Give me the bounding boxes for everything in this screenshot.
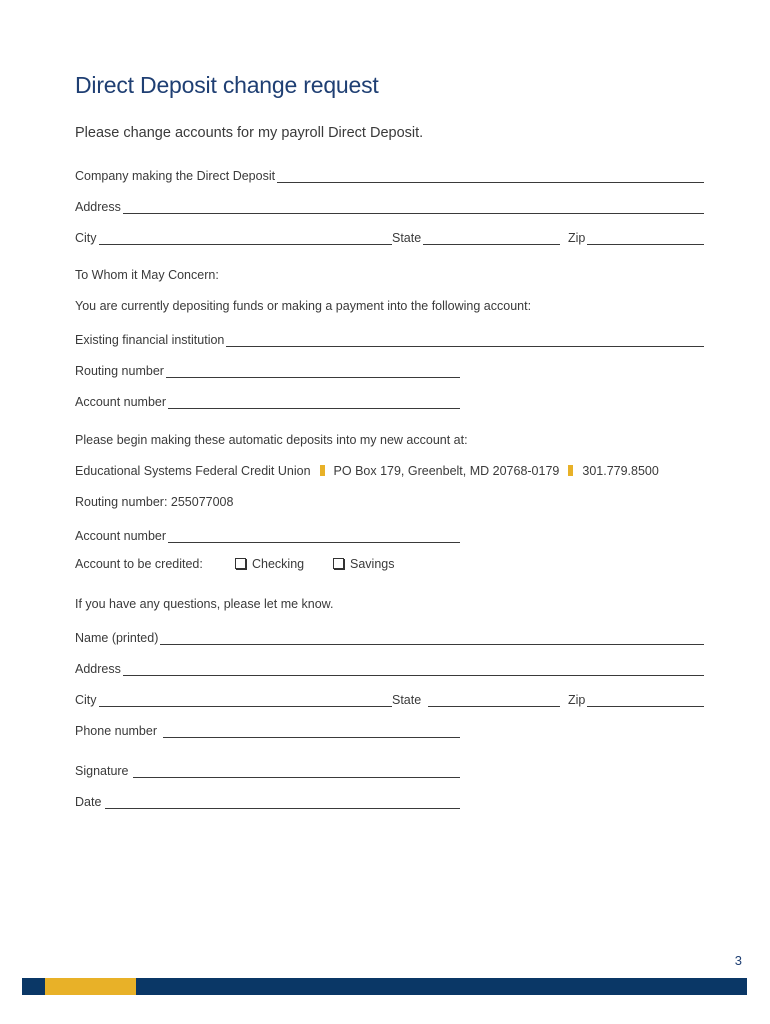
checking-label: Checking	[252, 557, 305, 571]
name-label: Name (printed)	[75, 631, 159, 645]
separator-icon	[320, 465, 325, 476]
phone-field[interactable]	[75, 720, 460, 738]
current-notice: You are currently depositing funds or making a payment into the following account:	[75, 299, 532, 313]
state-line[interactable]	[423, 231, 560, 245]
phone-line[interactable]	[163, 724, 460, 738]
signature-line[interactable]	[133, 764, 460, 778]
company-city-state-zip	[75, 227, 704, 245]
signature-label: Signature	[75, 764, 129, 778]
credit-union-phone: 301.779.8500	[582, 464, 659, 478]
phone-label: Phone number	[75, 724, 158, 738]
page-number: 3	[734, 953, 742, 968]
zip-field[interactable]	[568, 231, 704, 245]
personal-address-line[interactable]	[123, 662, 704, 676]
personal-state-field[interactable]	[392, 693, 560, 707]
new-notice: Please begin making these automatic deposits into my new account at:	[75, 433, 468, 447]
personal-city-label: City	[75, 693, 97, 707]
footer-accent	[45, 978, 136, 995]
city-field[interactable]	[75, 231, 392, 245]
address-line[interactable]	[123, 200, 704, 214]
existing-account-field[interactable]	[75, 391, 460, 409]
company-line[interactable]	[277, 169, 704, 183]
personal-city-field[interactable]	[75, 693, 392, 707]
new-account-field[interactable]	[75, 525, 460, 543]
checkbox-icon[interactable]	[235, 558, 246, 569]
existing-routing-field[interactable]	[75, 360, 460, 378]
credit-union-name: Educational Systems Federal Credit Union	[75, 464, 311, 478]
new-account-label: Account number	[75, 529, 167, 543]
date-line[interactable]	[105, 795, 460, 809]
personal-address-field[interactable]	[75, 658, 704, 676]
routing-number-text: Routing number: 255077008	[75, 495, 234, 509]
name-field[interactable]	[75, 627, 704, 645]
savings-option[interactable]	[333, 557, 394, 571]
state-field[interactable]	[392, 231, 560, 245]
personal-state-line[interactable]	[428, 693, 560, 707]
company-address-field[interactable]	[75, 196, 704, 214]
institution-line[interactable]	[226, 333, 704, 347]
zip-line[interactable]	[587, 231, 704, 245]
company-label: Company making the Direct Deposit	[75, 169, 276, 183]
account-label: Account number	[75, 395, 167, 409]
city-label: City	[75, 231, 97, 245]
date-label: Date	[75, 795, 102, 809]
savings-label: Savings	[350, 557, 395, 571]
account-line[interactable]	[168, 395, 460, 409]
existing-institution-field[interactable]	[75, 329, 704, 347]
checking-option[interactable]	[235, 557, 304, 571]
personal-zip-label: Zip	[568, 693, 586, 707]
personal-zip-line[interactable]	[587, 693, 704, 707]
new-account-line[interactable]	[168, 529, 460, 543]
page-title: Direct Deposit change request	[75, 72, 379, 98]
personal-zip-field[interactable]	[568, 693, 704, 707]
company-field[interactable]	[75, 165, 704, 183]
personal-state-label: State	[392, 693, 422, 707]
checkbox-icon[interactable]	[333, 558, 344, 569]
intro-text: Please change accounts for my payroll Direct Deposit.	[75, 125, 424, 141]
address-label: Address	[75, 200, 121, 214]
personal-address-label: Address	[75, 662, 121, 676]
greeting: To Whom it May Concern:	[75, 268, 219, 282]
signature-field[interactable]	[75, 760, 460, 778]
routing-line[interactable]	[166, 364, 460, 378]
questions-text: If you have any questions, please let me know.	[75, 597, 334, 611]
institution-label: Existing financial institution	[75, 333, 225, 347]
personal-city-line[interactable]	[99, 693, 392, 707]
date-field[interactable]	[75, 791, 460, 809]
routing-label: Routing number	[75, 364, 164, 378]
credit-union-address: PO Box 179, Greenbelt, MD 20768-0179	[333, 464, 560, 478]
state-label: State	[392, 231, 422, 245]
credit-label: Account to be credited:	[75, 557, 203, 571]
credit-union-info	[75, 464, 659, 478]
city-line[interactable]	[99, 231, 392, 245]
name-line[interactable]	[160, 631, 704, 645]
personal-city-state-zip	[75, 689, 704, 707]
separator-icon	[568, 465, 573, 476]
zip-label: Zip	[568, 231, 586, 245]
